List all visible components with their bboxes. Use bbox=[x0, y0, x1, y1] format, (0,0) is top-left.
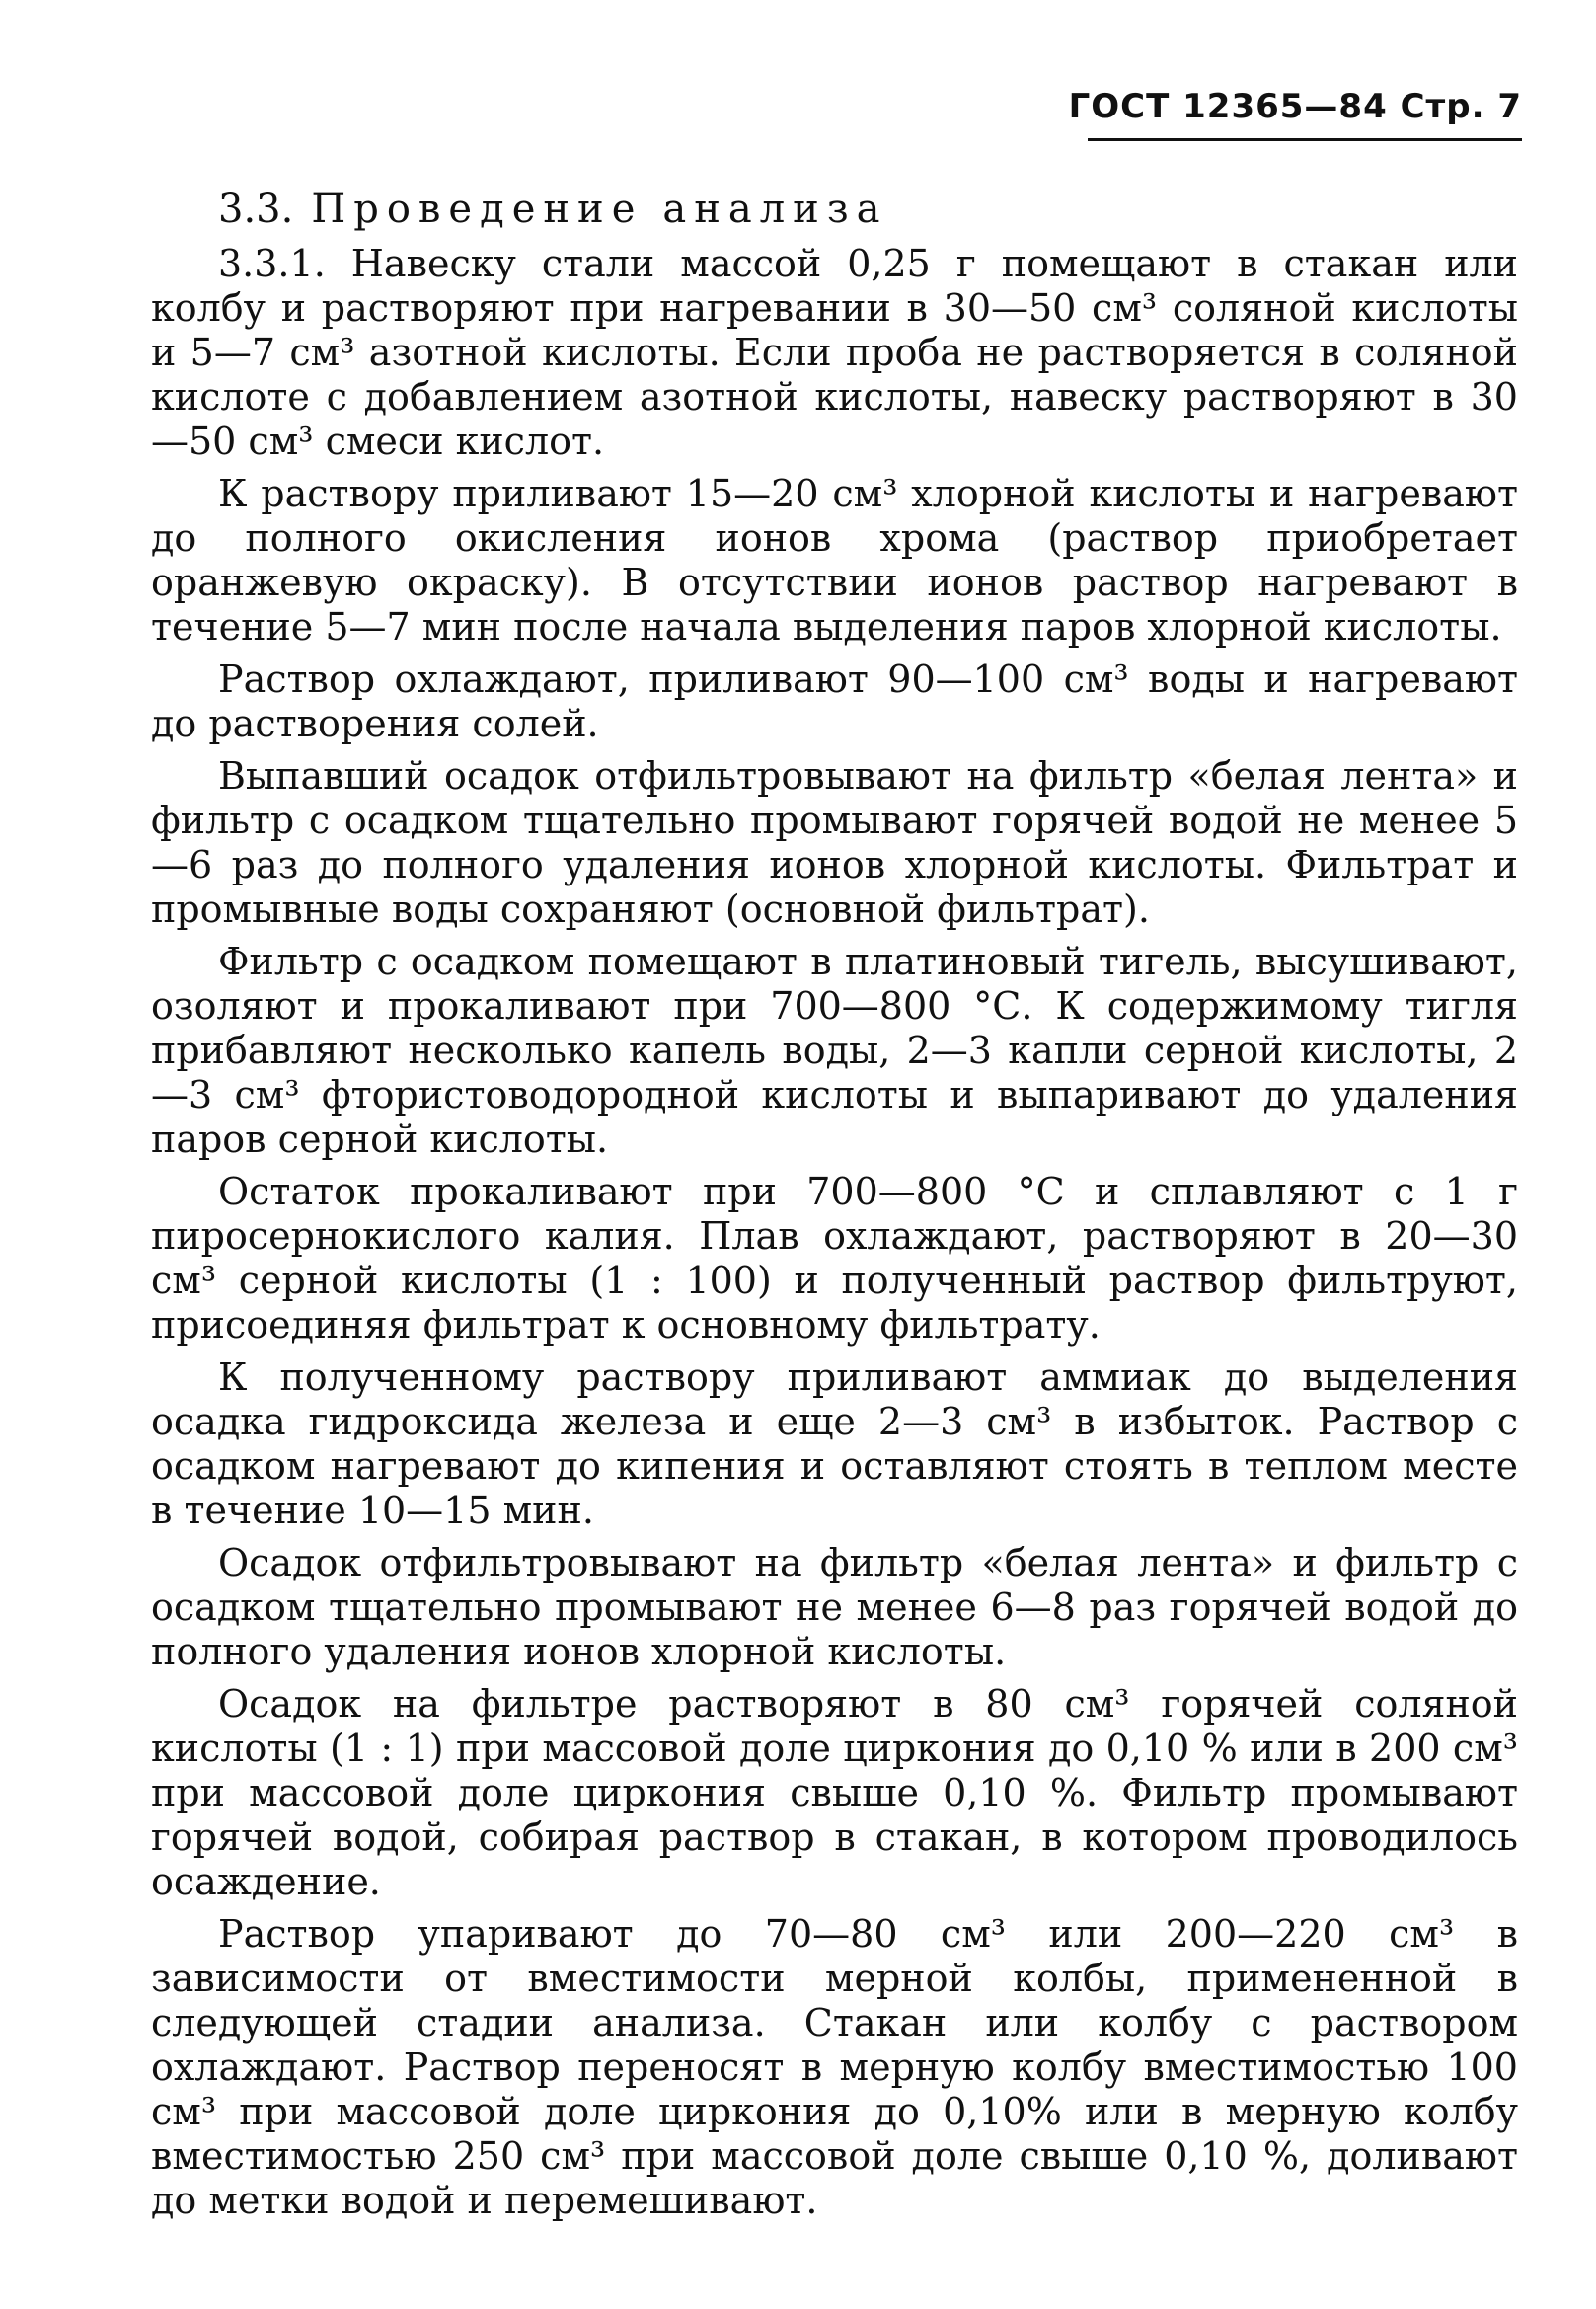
paragraph-fusion: Остаток прокаливают при 700—800 °С и сплавляют с 1 г пиросернокислого калия. Плав охлаждают, растворяют в 20—30 см³ серной кислоты (1 : 100) и полученный раствор фильтруют, присоединяя фильтрат к основному фильтрату. bbox=[151, 1170, 1518, 1347]
paragraph-cooling: Раствор охлаждают, приливают 90—100 см³ воды и нагревают до растворения солей. bbox=[151, 657, 1518, 745]
paragraph-filtration: Выпавший осадок отфильтровывают на фильтр «белая лента» и фильтр с осадком тщательно промывают горячей водой не менее 5—6 раз до полного удаления ионов хлорной кислоты. Фильтрат и промывные воды сохраняют (основной фильтрат). bbox=[151, 754, 1518, 931]
paragraph-ammonia: К полученному раствору приливают аммиак до выделения осадка гидроксида железа и еще 2—3 см³ в избыток. Раствор с осадком нагревают до кипения и оставляют стоять в теплом месте в течение 10—15 мин. bbox=[151, 1355, 1518, 1532]
paragraph-perchloric-acid: К раствору приливают 15—20 см³ хлорной кислоты и нагревают до полного окисления ионов хрома (раствор приобретает оранжевую окраску). В отсутствии ионов раствор нагревают в течение 5—7 мин после начала выделения паров хлорной кислоты. bbox=[151, 472, 1518, 649]
page-content bbox=[151, 183, 1518, 2231]
section-title-word-1: Проведение bbox=[311, 187, 644, 232]
running-header: ГОСТ 12365—84 Стр. 7 bbox=[1068, 87, 1522, 126]
header-rule bbox=[1088, 138, 1522, 141]
paragraph-platinum-crucible: Фильтр с осадком помещают в платиновый тигель, высушивают, озоляют и прокаливают при 700—800 °С. К содержимому тигля прибавляют несколько капель воды, 2—3 капли серной кислоты, 2—3 см³ фтористоводородной кислоты и выпаривают до удаления паров серной кислоты. bbox=[151, 940, 1518, 1161]
paragraph-dissolution: Осадок на фильтре растворяют в 80 см³ горячей соляной кислоты (1 : 1) при массовой доле циркония до 0,10 % или в 200 см³ при массовой доле циркония свыше 0,10 %. Фильтр промывают горячей водой, собирая раствор в стакан, в котором проводилось осаждение. bbox=[151, 1682, 1518, 1903]
section-heading bbox=[151, 183, 1518, 236]
paragraph-evaporation: Раствор упаривают до 70—80 см³ или 200—220 см³ в зависимости от вместимости мерной колбы, примененной в следующей стадии анализа. Стакан или колбу с раствором охлаждают. Раствор переносят в мерную колбу вместимостью 100 см³ при массовой доле циркония до 0,10% или в мерную колбу вместимостью 250 см³ при массовой доле свыше 0,10 %, доливают до метки водой и перемешивают. bbox=[151, 1912, 1518, 2222]
section-title-word-2: анализа bbox=[662, 187, 888, 232]
paragraph-precipitate-washing: Осадок отфильтровывают на фильтр «белая лента» и фильтр с осадком тщательно промывают не менее 6—8 раз горячей водой до полного удаления ионов хлорной кислоты. bbox=[151, 1541, 1518, 1673]
section-number: 3.3. bbox=[218, 187, 294, 232]
paragraph-3-3-1: 3.3.1. Навеску стали массой 0,25 г помещают в стакан или колбу и растворяют при нагревании в 30—50 см³ соляной кислоты и 5—7 см³ азотной кислоты. Если проба не растворяется в соляной кислоте с добавлением азотной кислоты, навеску растворяют в 30—50 см³ смеси кислот. bbox=[151, 242, 1518, 463]
